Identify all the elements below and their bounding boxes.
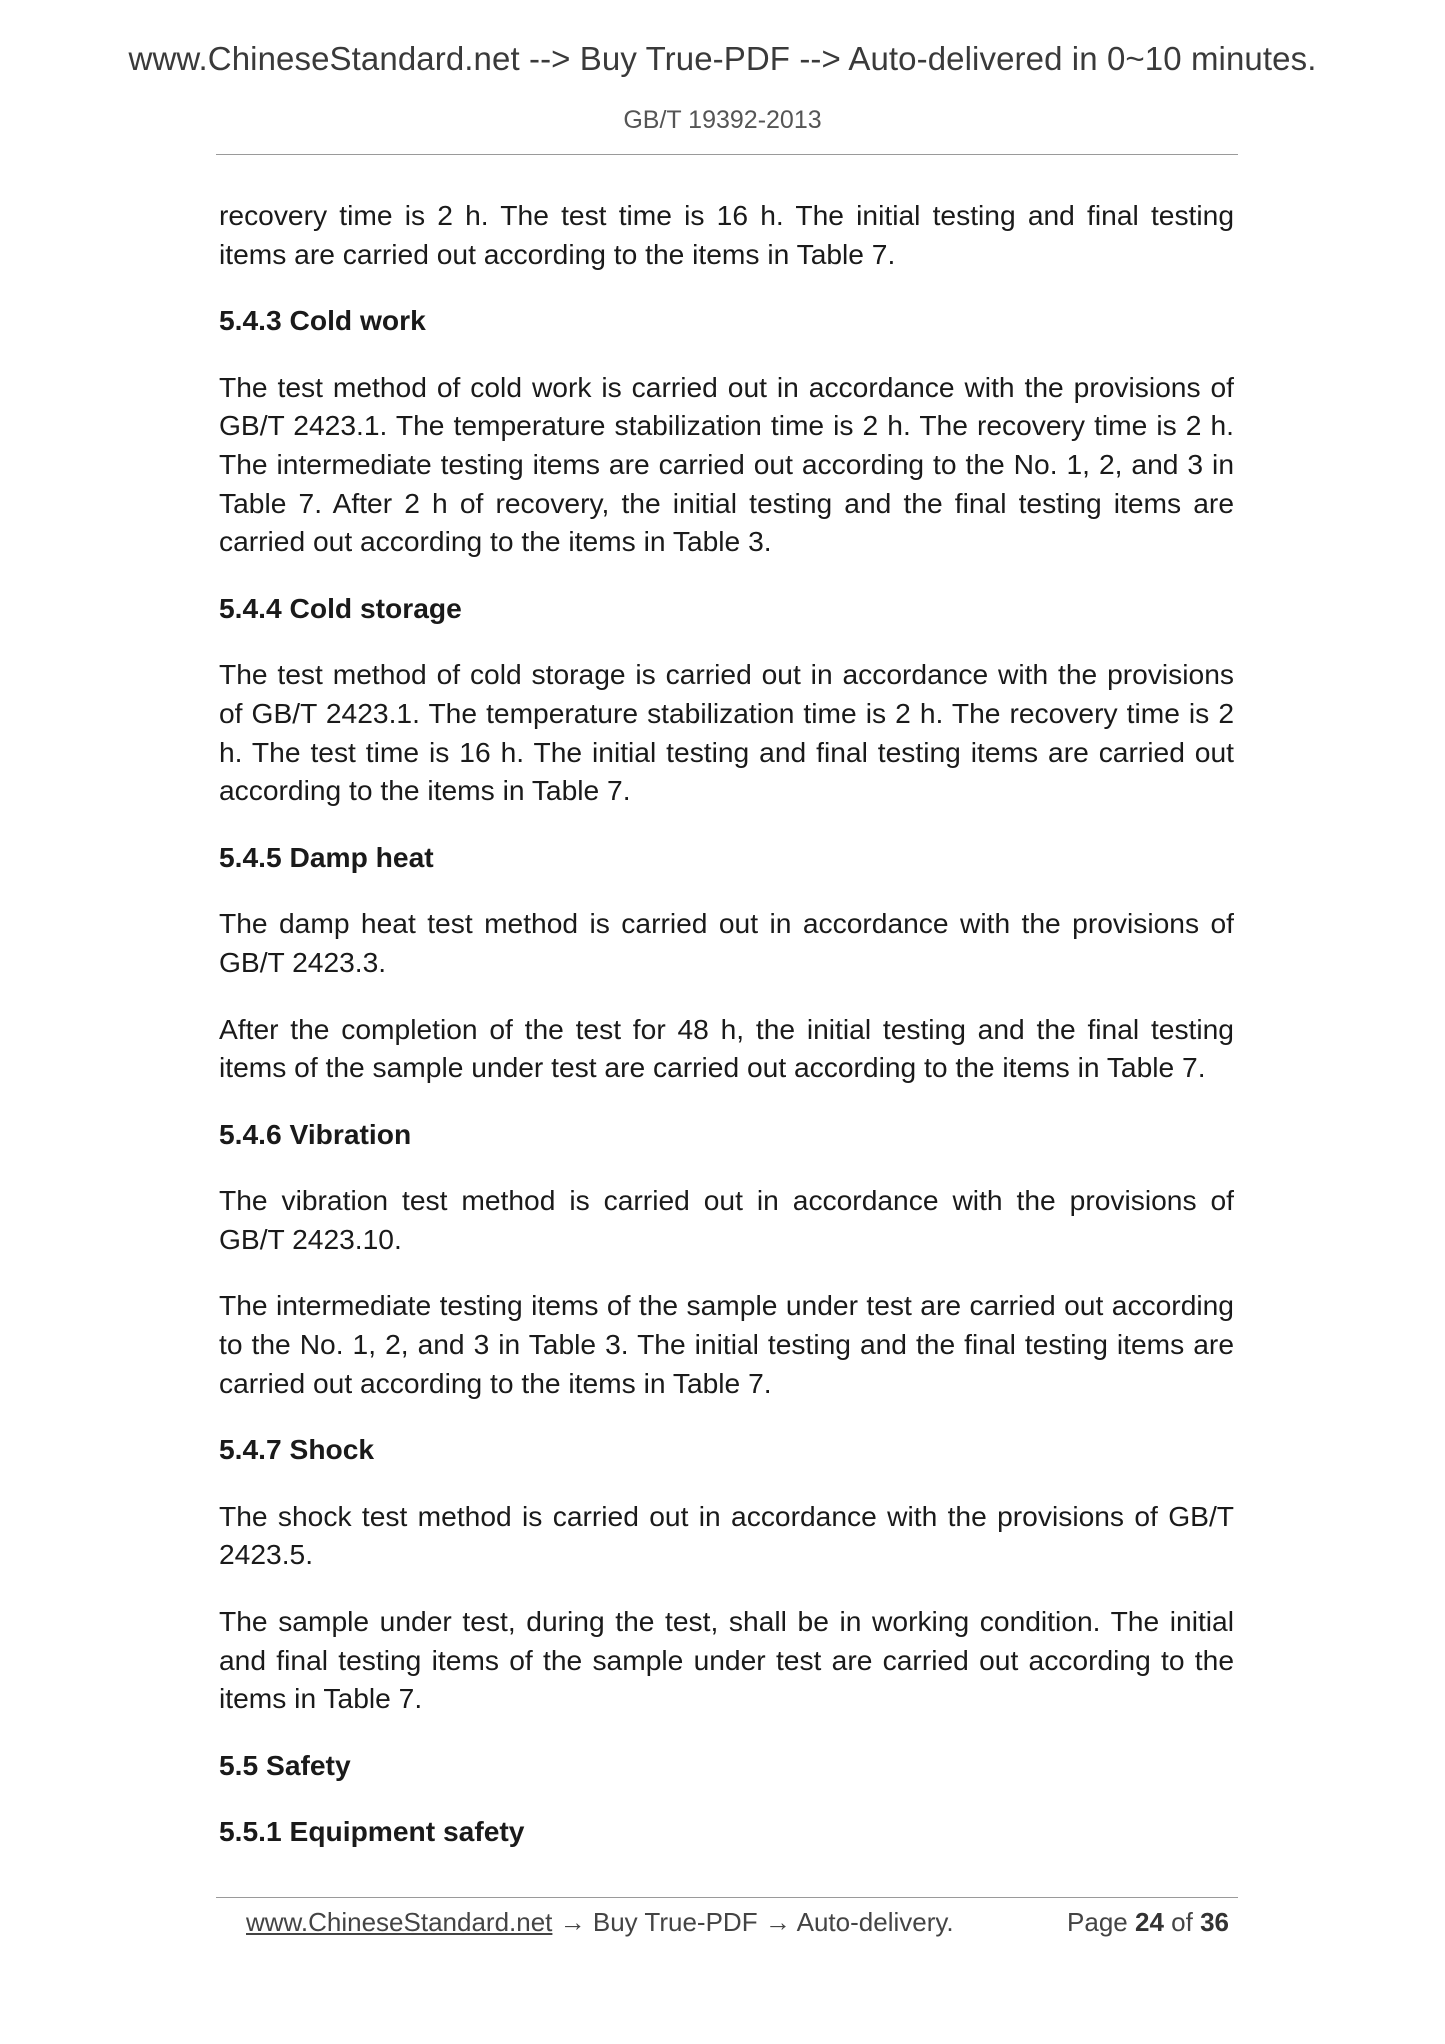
heading-5-5-1-equipment-safety: 5.5.1 Equipment safety bbox=[219, 1815, 525, 1848]
arrow-right-icon: → bbox=[559, 1907, 586, 1937]
of-label: of bbox=[1171, 1907, 1193, 1937]
paragraph-shock-method: The shock test method is carried out in accordance with the provisions of GB/T 2423.5. bbox=[219, 1499, 1234, 1571]
paragraph-vibration-method: The vibration test method is carried out in accordance with the provisions of GB/T 2423.10. bbox=[219, 1184, 1234, 1255]
page-footer bbox=[0, 1900, 1445, 1944]
paragraph-shock-items: The sample under test, during the test, shall be in working condition. The initial and final testing items of the sample under test are carried out according to the items in Table 7. bbox=[219, 1605, 1234, 1715]
paragraph-damp-heat-method: The damp heat test method is carried out in accordance with the provisions of GB/T 2423.3. bbox=[219, 907, 1234, 978]
footer-promo bbox=[246, 1900, 954, 1944]
page-label: Page bbox=[1067, 1907, 1128, 1937]
paragraph-damp-heat-items: After the completion of the test for 48 h, the initial testing and the final testing items of the sample under test are carried out according to the items in Table 7. bbox=[219, 1012, 1234, 1084]
top-banner: www.ChineseStandard.net --> Buy True-PDF --> Auto-delivered in 0~10 minutes. bbox=[128, 40, 1317, 77]
arrow-right-icon: → bbox=[764, 1907, 791, 1937]
paragraph-cold-work: The test method of cold work is carried out in accordance with the provisions of GB/T 2423.1. The temperature stabilization time is 2 h. The recovery time is 2 h. The intermediate testing items are carried out according to the No. 1, 2, and 3 in Table 7. After 2 h of recovery, the initial testing and the final testing items are carried out according to the items in Table 3. bbox=[219, 370, 1234, 558]
heading-5-4-4-cold-storage: 5.4.4 Cold storage bbox=[219, 591, 462, 624]
heading-5-4-6-vibration: 5.4.6 Vibration bbox=[219, 1117, 412, 1150]
paragraph-recovery-continuation: recovery time is 2 h. The test time is 16 h. The initial testing and final testing items are carried out according to the items in Table 7. bbox=[219, 199, 1234, 270]
heading-5-5-safety: 5.5 Safety bbox=[219, 1748, 351, 1781]
footer-buy-text: Buy True-PDF bbox=[592, 1907, 758, 1937]
standard-code: GB/T 19392-2013 bbox=[623, 106, 822, 134]
footer-divider bbox=[216, 1897, 1238, 1898]
heading-5-4-3-cold-work: 5.4.3 Cold work bbox=[219, 304, 426, 337]
heading-5-4-5-damp-heat: 5.4.5 Damp heat bbox=[219, 840, 434, 873]
paragraph-cold-storage: The test method of cold storage is carried out in accordance with the provisions of GB/T 2423.1. The temperature stabilization time is 2 h. The recovery time is 2 h. The test time is 16 h. The initial testing and final testing items are carried out according to the items in Table 7. bbox=[219, 658, 1234, 807]
paragraph-vibration-items: The intermediate testing items of the sample under test are carried out according to the No. 1, 2, and 3 in Table 3. The initial testing and the final testing items are carried out according to the items in Table 7. bbox=[219, 1289, 1234, 1399]
footer-site-link[interactable]: www.ChineseStandard.net bbox=[246, 1907, 553, 1937]
heading-5-4-7-shock: 5.4.7 Shock bbox=[219, 1433, 375, 1466]
page-body bbox=[219, 196, 1234, 1879]
header-divider bbox=[216, 154, 1238, 155]
page-total: 36 bbox=[1200, 1907, 1229, 1937]
page-number bbox=[1067, 1900, 1229, 1944]
footer-delivery-text: Auto-delivery. bbox=[796, 1907, 954, 1937]
page-current: 24 bbox=[1135, 1907, 1164, 1937]
